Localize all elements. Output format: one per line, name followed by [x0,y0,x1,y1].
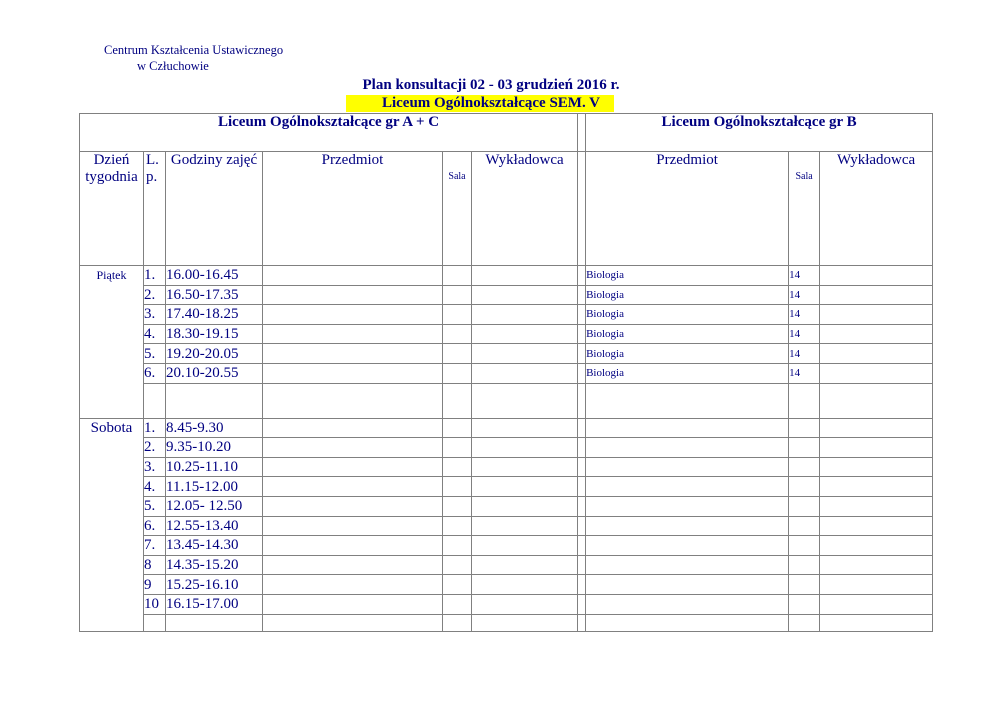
friday-section [80,266,933,419]
org-name-line2: w Człuchowie [137,59,209,73]
table-row [80,324,933,344]
row-number: 5. [144,496,166,516]
saturday-section [80,418,933,631]
room-a-cell [443,363,472,383]
subject-a-cell [263,418,443,438]
subject-a-cell [263,575,443,595]
room-b-cell: 14 [789,285,820,305]
room-b-cell: 14 [789,305,820,325]
room-b-cell [789,575,820,595]
subject-a-cell [263,555,443,575]
col-subject-b-header: Przedmiot [586,152,789,266]
lecturer-b-cell [820,496,933,516]
lecturer-b-cell [820,516,933,536]
separator-cell [578,285,586,305]
lecturer-a-cell [472,285,578,305]
lecturer-a-cell [472,536,578,556]
separator-cell [578,575,586,595]
lecturer-a-cell [472,363,578,383]
row-hours: 12.55-13.40 [166,516,263,536]
table-row [80,285,933,305]
subject-a-cell [263,363,443,383]
subject-b-cell [586,496,789,516]
separator-cell [578,594,586,614]
room-a-cell [443,344,472,364]
room-b-cell [789,496,820,516]
lecturer-a-cell [472,575,578,595]
separator-cell [578,305,586,325]
row-number: 3. [144,457,166,477]
subject-a-cell [263,305,443,325]
lecturer-b-cell [820,363,933,383]
lecturer-a-cell [472,457,578,477]
row-hours: 19.20-20.05 [166,344,263,364]
lecturer-b-cell [820,575,933,595]
separator-cell [578,536,586,556]
subject-b-cell [586,575,789,595]
separator-cell [578,344,586,364]
separator-cell [578,516,586,536]
lecturer-b-cell [820,418,933,438]
row-hours: 18.30-19.15 [166,324,263,344]
spacer-row [80,614,933,631]
room-b-cell: 14 [789,363,820,383]
row-hours: 16.50-17.35 [166,285,263,305]
row-number: 3. [144,305,166,325]
lecturer-b-cell [820,305,933,325]
row-hours: 10.25-11.10 [166,457,263,477]
group-b-header: Liceum Ogólnokształcące gr B [586,114,933,152]
room-a-cell [443,324,472,344]
lecturer-a-cell [472,477,578,497]
subject-a-cell [263,594,443,614]
row-hours: 16.15-17.00 [166,594,263,614]
subject-a-cell [263,438,443,458]
subject-b-cell [586,536,789,556]
lecturer-a-cell [472,594,578,614]
table-row [80,363,933,383]
lecturer-b-cell [820,344,933,364]
room-a-cell [443,516,472,536]
row-number: 7. [144,536,166,556]
separator-cell [578,418,586,438]
lecturer-b-cell [820,457,933,477]
room-b-cell [789,594,820,614]
lecturer-a-cell [472,344,578,364]
room-a-cell [443,536,472,556]
spacer-row [80,383,933,418]
room-b-cell: 14 [789,266,820,286]
table-row [80,266,933,286]
subject-a-cell [263,324,443,344]
room-a-cell [443,285,472,305]
room-b-cell [789,516,820,536]
subject-b-cell: Biologia [586,305,789,325]
lecturer-b-cell [820,266,933,286]
room-a-cell [443,438,472,458]
group-a-header: Liceum Ogólnokształcące gr A + C [80,114,578,152]
row-hours: 11.15-12.00 [166,477,263,497]
room-b-cell: 14 [789,344,820,364]
lecturer-b-cell [820,285,933,305]
lecturer-a-cell [472,555,578,575]
room-b-cell: 14 [789,324,820,344]
subject-b-cell [586,594,789,614]
subject-b-cell: Biologia [586,285,789,305]
group-header-row [80,114,933,152]
row-number: 8 [144,555,166,575]
lecturer-a-cell [472,496,578,516]
table-row [80,575,933,595]
subject-a-cell [263,344,443,364]
row-hours: 17.40-18.25 [166,305,263,325]
row-hours: 14.35-15.20 [166,555,263,575]
row-number: 5. [144,344,166,364]
row-hours: 16.00-16.45 [166,266,263,286]
separator-cell [578,477,586,497]
subject-b-cell [586,516,789,536]
col-day-header: Dzień tygodnia [80,152,144,266]
room-b-cell [789,477,820,497]
room-a-cell [443,305,472,325]
row-number: 4. [144,324,166,344]
column-header-row [80,152,933,266]
row-hours: 15.25-16.10 [166,575,263,595]
separator-cell [578,555,586,575]
separator-cell [578,496,586,516]
subject-a-cell [263,536,443,556]
row-number: 1. [144,266,166,286]
subject-b-cell [586,555,789,575]
row-number: 2. [144,438,166,458]
subject-a-cell [263,266,443,286]
room-b-cell [789,418,820,438]
subject-a-cell [263,477,443,497]
table-row [80,344,933,364]
lecturer-a-cell [472,324,578,344]
room-b-cell [789,536,820,556]
subject-b-cell: Biologia [586,363,789,383]
room-a-cell [443,496,472,516]
day-cell: Piątek [80,266,144,419]
subject-a-cell [263,516,443,536]
separator-cell [578,438,586,458]
subject-a-cell [263,457,443,477]
schedule-table [79,113,933,632]
separator-cell [578,266,586,286]
row-number: 1. [144,418,166,438]
table-row [80,457,933,477]
row-number: 4. [144,477,166,497]
table-row [80,516,933,536]
subject-b-cell [586,457,789,477]
row-hours: 8.45-9.30 [166,418,263,438]
subject-a-cell [263,496,443,516]
separator-cell [578,457,586,477]
table-row [80,555,933,575]
lecturer-b-cell [820,536,933,556]
separator-cell [578,363,586,383]
lecturer-b-cell [820,594,933,614]
room-a-cell [443,594,472,614]
org-name-line1: Centrum Kształcenia Ustawicznego [104,43,284,57]
row-number: 10 [144,594,166,614]
day-cell: Sobota [80,418,144,631]
row-hours: 13.45-14.30 [166,536,263,556]
lecturer-b-cell [820,477,933,497]
subject-b-cell: Biologia [586,266,789,286]
lecturer-a-cell [472,438,578,458]
row-number: 6. [144,363,166,383]
room-a-cell [443,266,472,286]
lecturer-a-cell [472,418,578,438]
table-row [80,477,933,497]
room-a-cell [443,457,472,477]
room-b-cell [789,457,820,477]
subject-b-cell [586,438,789,458]
row-number: 9 [144,575,166,595]
page-subtitle: Liceum Ogólnokształcące SEM. V [381,95,601,111]
room-a-cell [443,575,472,595]
room-a-cell [443,555,472,575]
col-lecturer-b-header: Wykładowca [820,152,933,266]
lecturer-b-cell [820,324,933,344]
room-b-cell [789,555,820,575]
col-lecturer-a-header: Wykładowca [472,152,578,266]
table-row [80,438,933,458]
row-hours: 9.35-10.20 [166,438,263,458]
row-hours: 20.10-20.55 [166,363,263,383]
col-room-a-header: Sala [443,152,472,266]
room-a-cell [443,477,472,497]
subject-b-cell [586,477,789,497]
subject-b-cell: Biologia [586,324,789,344]
lecturer-a-cell [472,266,578,286]
lecturer-a-cell [472,305,578,325]
group-separator [578,114,586,152]
row-number: 2. [144,285,166,305]
subject-b-cell [586,418,789,438]
table-row [80,496,933,516]
row-number: 6. [144,516,166,536]
subject-b-cell: Biologia [586,344,789,364]
table-row [80,536,933,556]
table-row [80,594,933,614]
lecturer-a-cell [472,516,578,536]
col-hours-header: Godziny zajęć [166,152,263,266]
room-a-cell [443,418,472,438]
separator-cell [578,324,586,344]
lecturer-b-cell [820,438,933,458]
col-subject-a-header: Przedmiot [263,152,443,266]
table-row [80,305,933,325]
table-row [80,418,933,438]
lecturer-b-cell [820,555,933,575]
room-b-cell [789,438,820,458]
row-hours: 12.05- 12.50 [166,496,263,516]
col-lp-header: L. p. [144,152,166,266]
page-title: Plan konsultacji 02 - 03 grudzień 2016 r. [362,77,620,93]
subject-a-cell [263,285,443,305]
col-room-b-header: Sala [789,152,820,266]
